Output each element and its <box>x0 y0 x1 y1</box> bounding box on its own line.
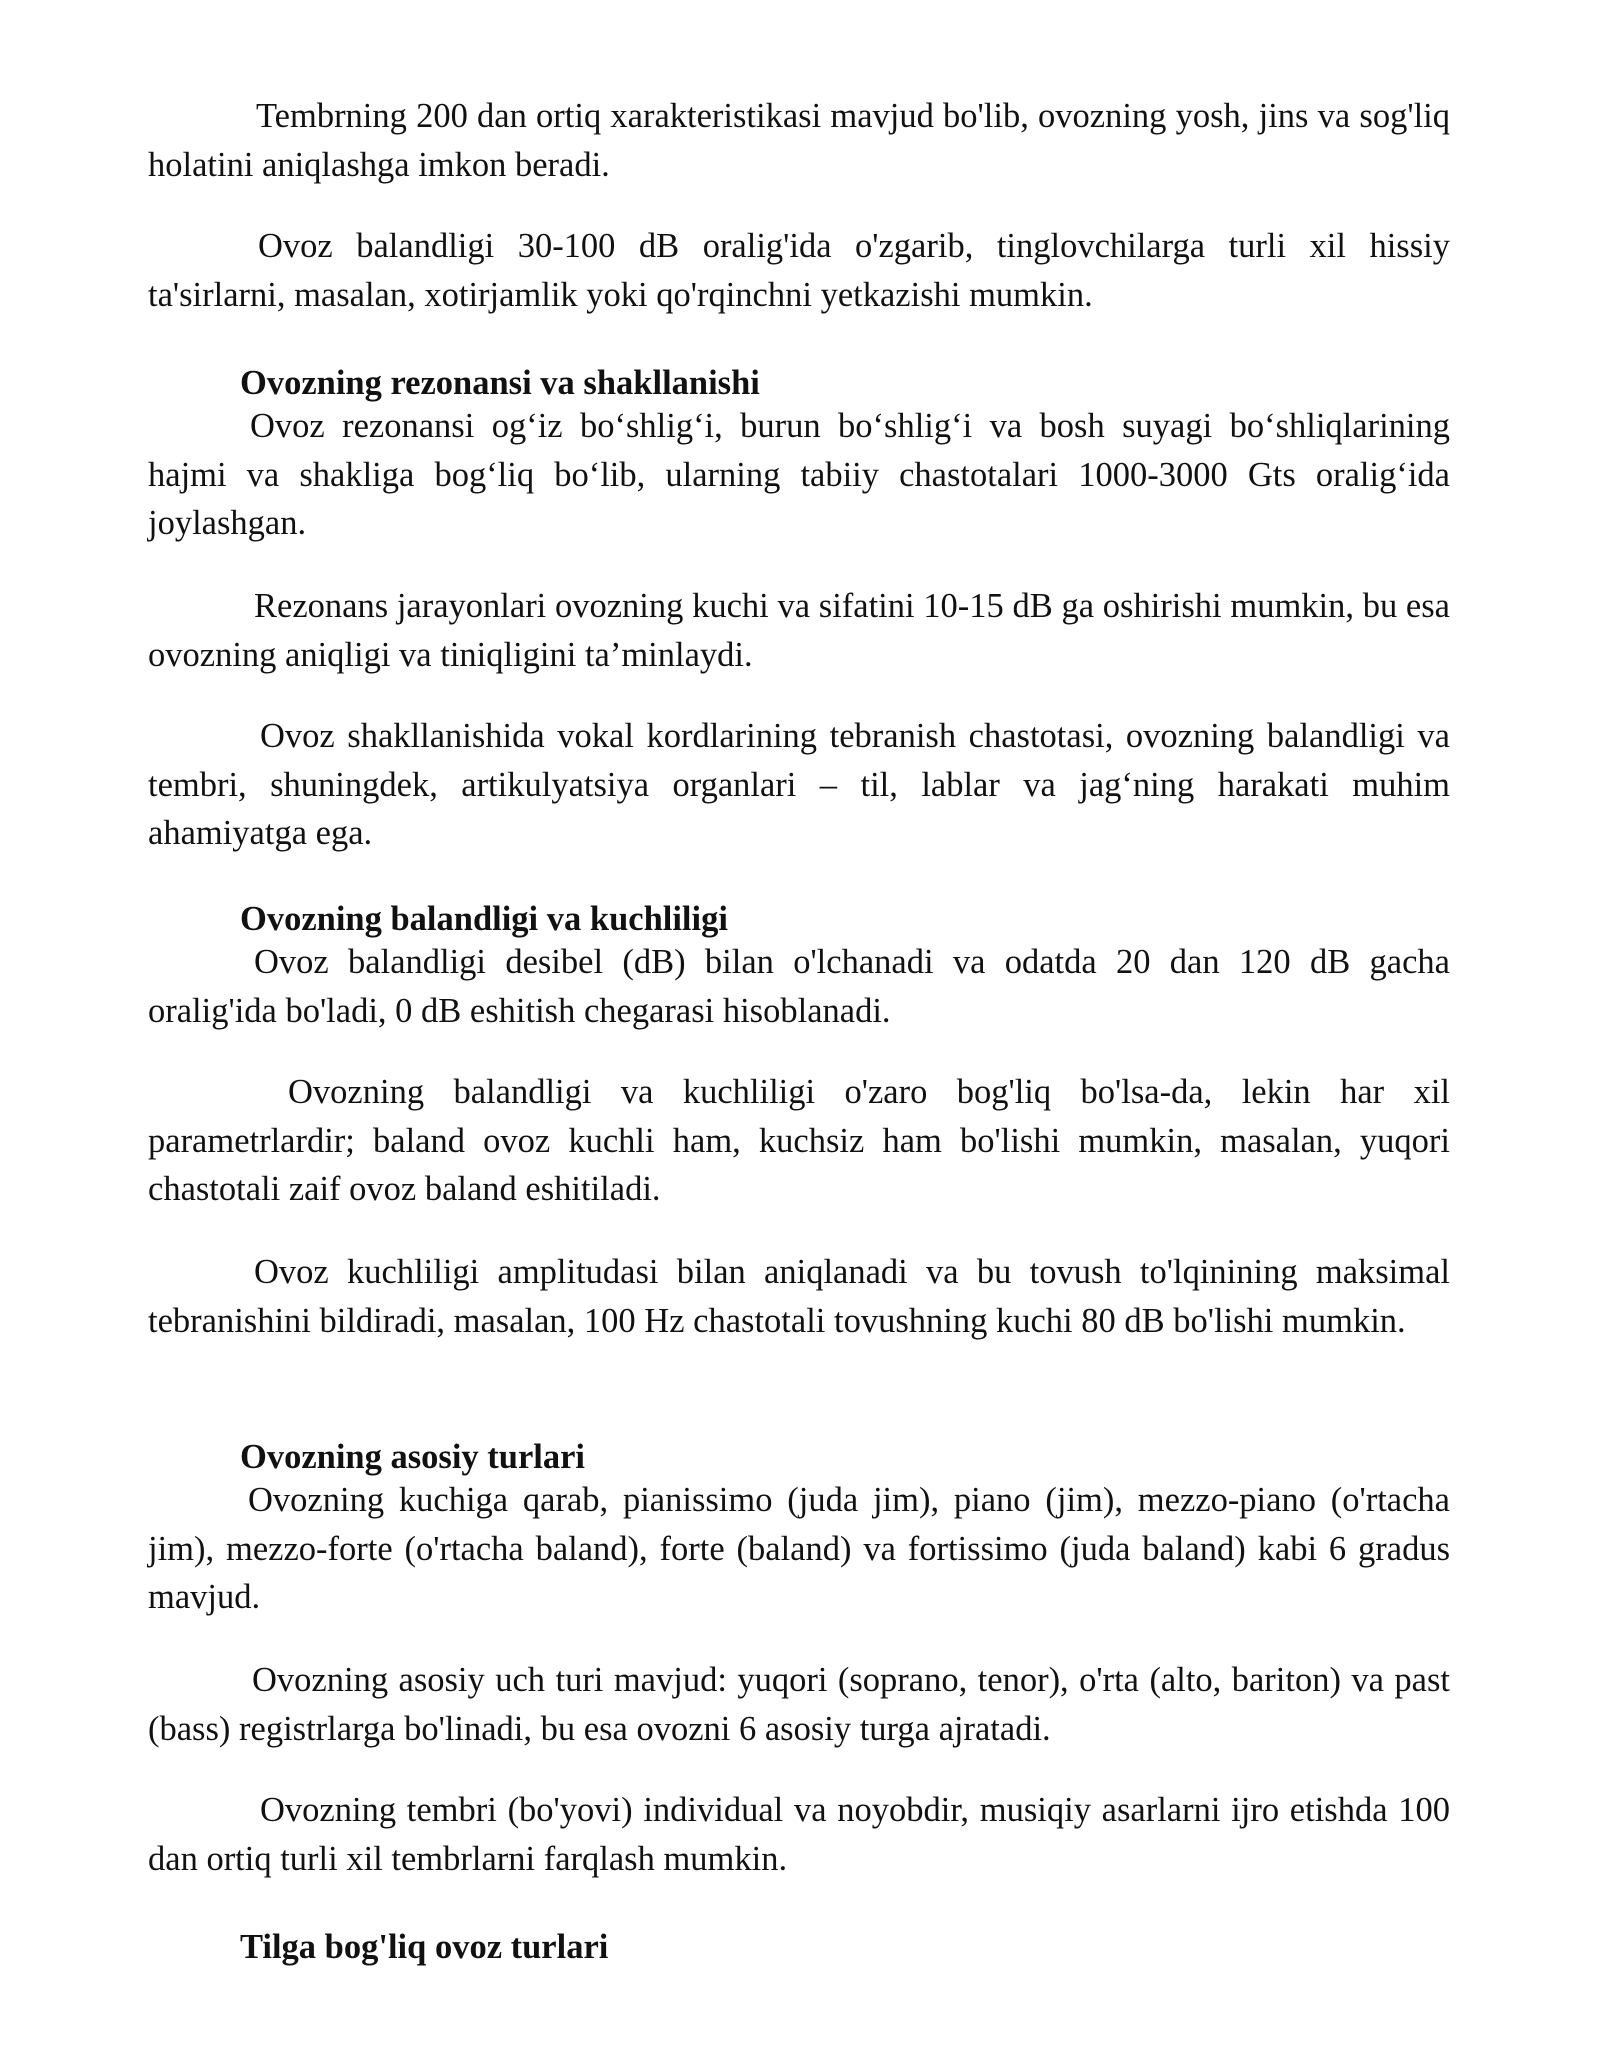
paragraph-dynamic-grades: Ovozning kuchiga qarab, pianissimo (juda jim), piano (jim), mezzo-piano (o'rtacha jim), mezzo-forte (o'rtacha baland), forte (baland) va fortissimo (juda baland) kabi 6 gradus mavjud. <box>148 1481 1450 1616</box>
paragraph-decibel: Ovoz balandligi desibel (dB) bilan o'lchanadi va odatda 20 dan 120 dB gacha oralig'ida bo'ladi, 0 dB eshitish chegarasi hisoblanadi. <box>148 943 1450 1030</box>
paragraph-amplitude: Ovoz kuchliligi amplitudasi bilan aniqlanadi va bu tovush to'lqinining maksimal tebranishini bildiradi, masalan, 100 Hz chastotali tovushning kuchi 80 dB bo'lishi mumkin. <box>148 1253 1450 1340</box>
paragraph-resonance-cavities: Ovoz rezonansi og‘iz bo‘shlig‘i, burun bo‘shlig‘i va bosh suyagi bo‘shliqlarining hajmi va shakliga bog‘liq bo‘lib, ularning tabiiy chastotalari 1000-3000 Gts oralig‘ida joylashgan. <box>148 407 1450 542</box>
paragraph-timbre-characteristics: Tembrning 200 dan ortiq xarakteristikasi mavjud bo'lib, ovozning yosh, jins va sog'liq holatini aniqlashga imkon beradi. <box>148 97 1450 184</box>
heading-loudness-strength: Ovozning balandligi va kuchliligi <box>240 900 728 938</box>
paragraph-resonance-processes: Rezonans jarayonlari ovozning kuchi va sifatini 10-15 dB ga oshirishi mumkin, bu esa ovozning aniqligi va tiniqligini ta’minlaydi. <box>148 587 1450 674</box>
paragraph-loudness-range: Ovoz balandligi 30-100 dB oralig'ida o'zgarib, tinglovchilarga turli xil hissiy ta'sirlarni, masalan, xotirjamlik yoki qo'rqinchni yetkazishi mumkin. <box>148 227 1450 314</box>
paragraph-timbre-individual: Ovozning tembri (bo'yovi) individual va noyobdir, musiqiy asarlarni ijro etishda 100 dan ortiq turli xil tembrlarni farqlash mumkin. <box>148 1791 1450 1878</box>
heading-language-voice-types: Tilga bog'liq ovoz turlari <box>240 1928 609 1966</box>
paragraph-registers: Ovozning asosiy uch turi mavjud: yuqori (soprano, tenor), o'rta (alto, bariton) va past (bass) registrlarga bo'linadi, bu esa ovozni 6 asosiy turga ajratadi. <box>148 1661 1450 1748</box>
paragraph-voice-formation: Ovoz shakllanishida vokal kordlarining tebranish chastotasi, ovozning balandligi va tembri, shuningdek, artikulyatsiya organlari – til, lablar va jag‘ning harakati muhim ahamiyatga ega. <box>148 717 1450 852</box>
paragraph-loudness-vs-strength: Ovozning balandligi va kuchliligi o'zaro bog'liq bo'lsa-da, lekin har xil parametrlardir; baland ovoz kuchli ham, kuchsiz ham bo'lishi mumkin, masalan, yuqori chastotali zaif ovoz baland eshitiladi. <box>148 1073 1450 1208</box>
heading-resonance: Ovozning rezonansi va shakllanishi <box>240 364 760 402</box>
heading-voice-types: Ovozning asosiy turlari <box>240 1438 586 1476</box>
